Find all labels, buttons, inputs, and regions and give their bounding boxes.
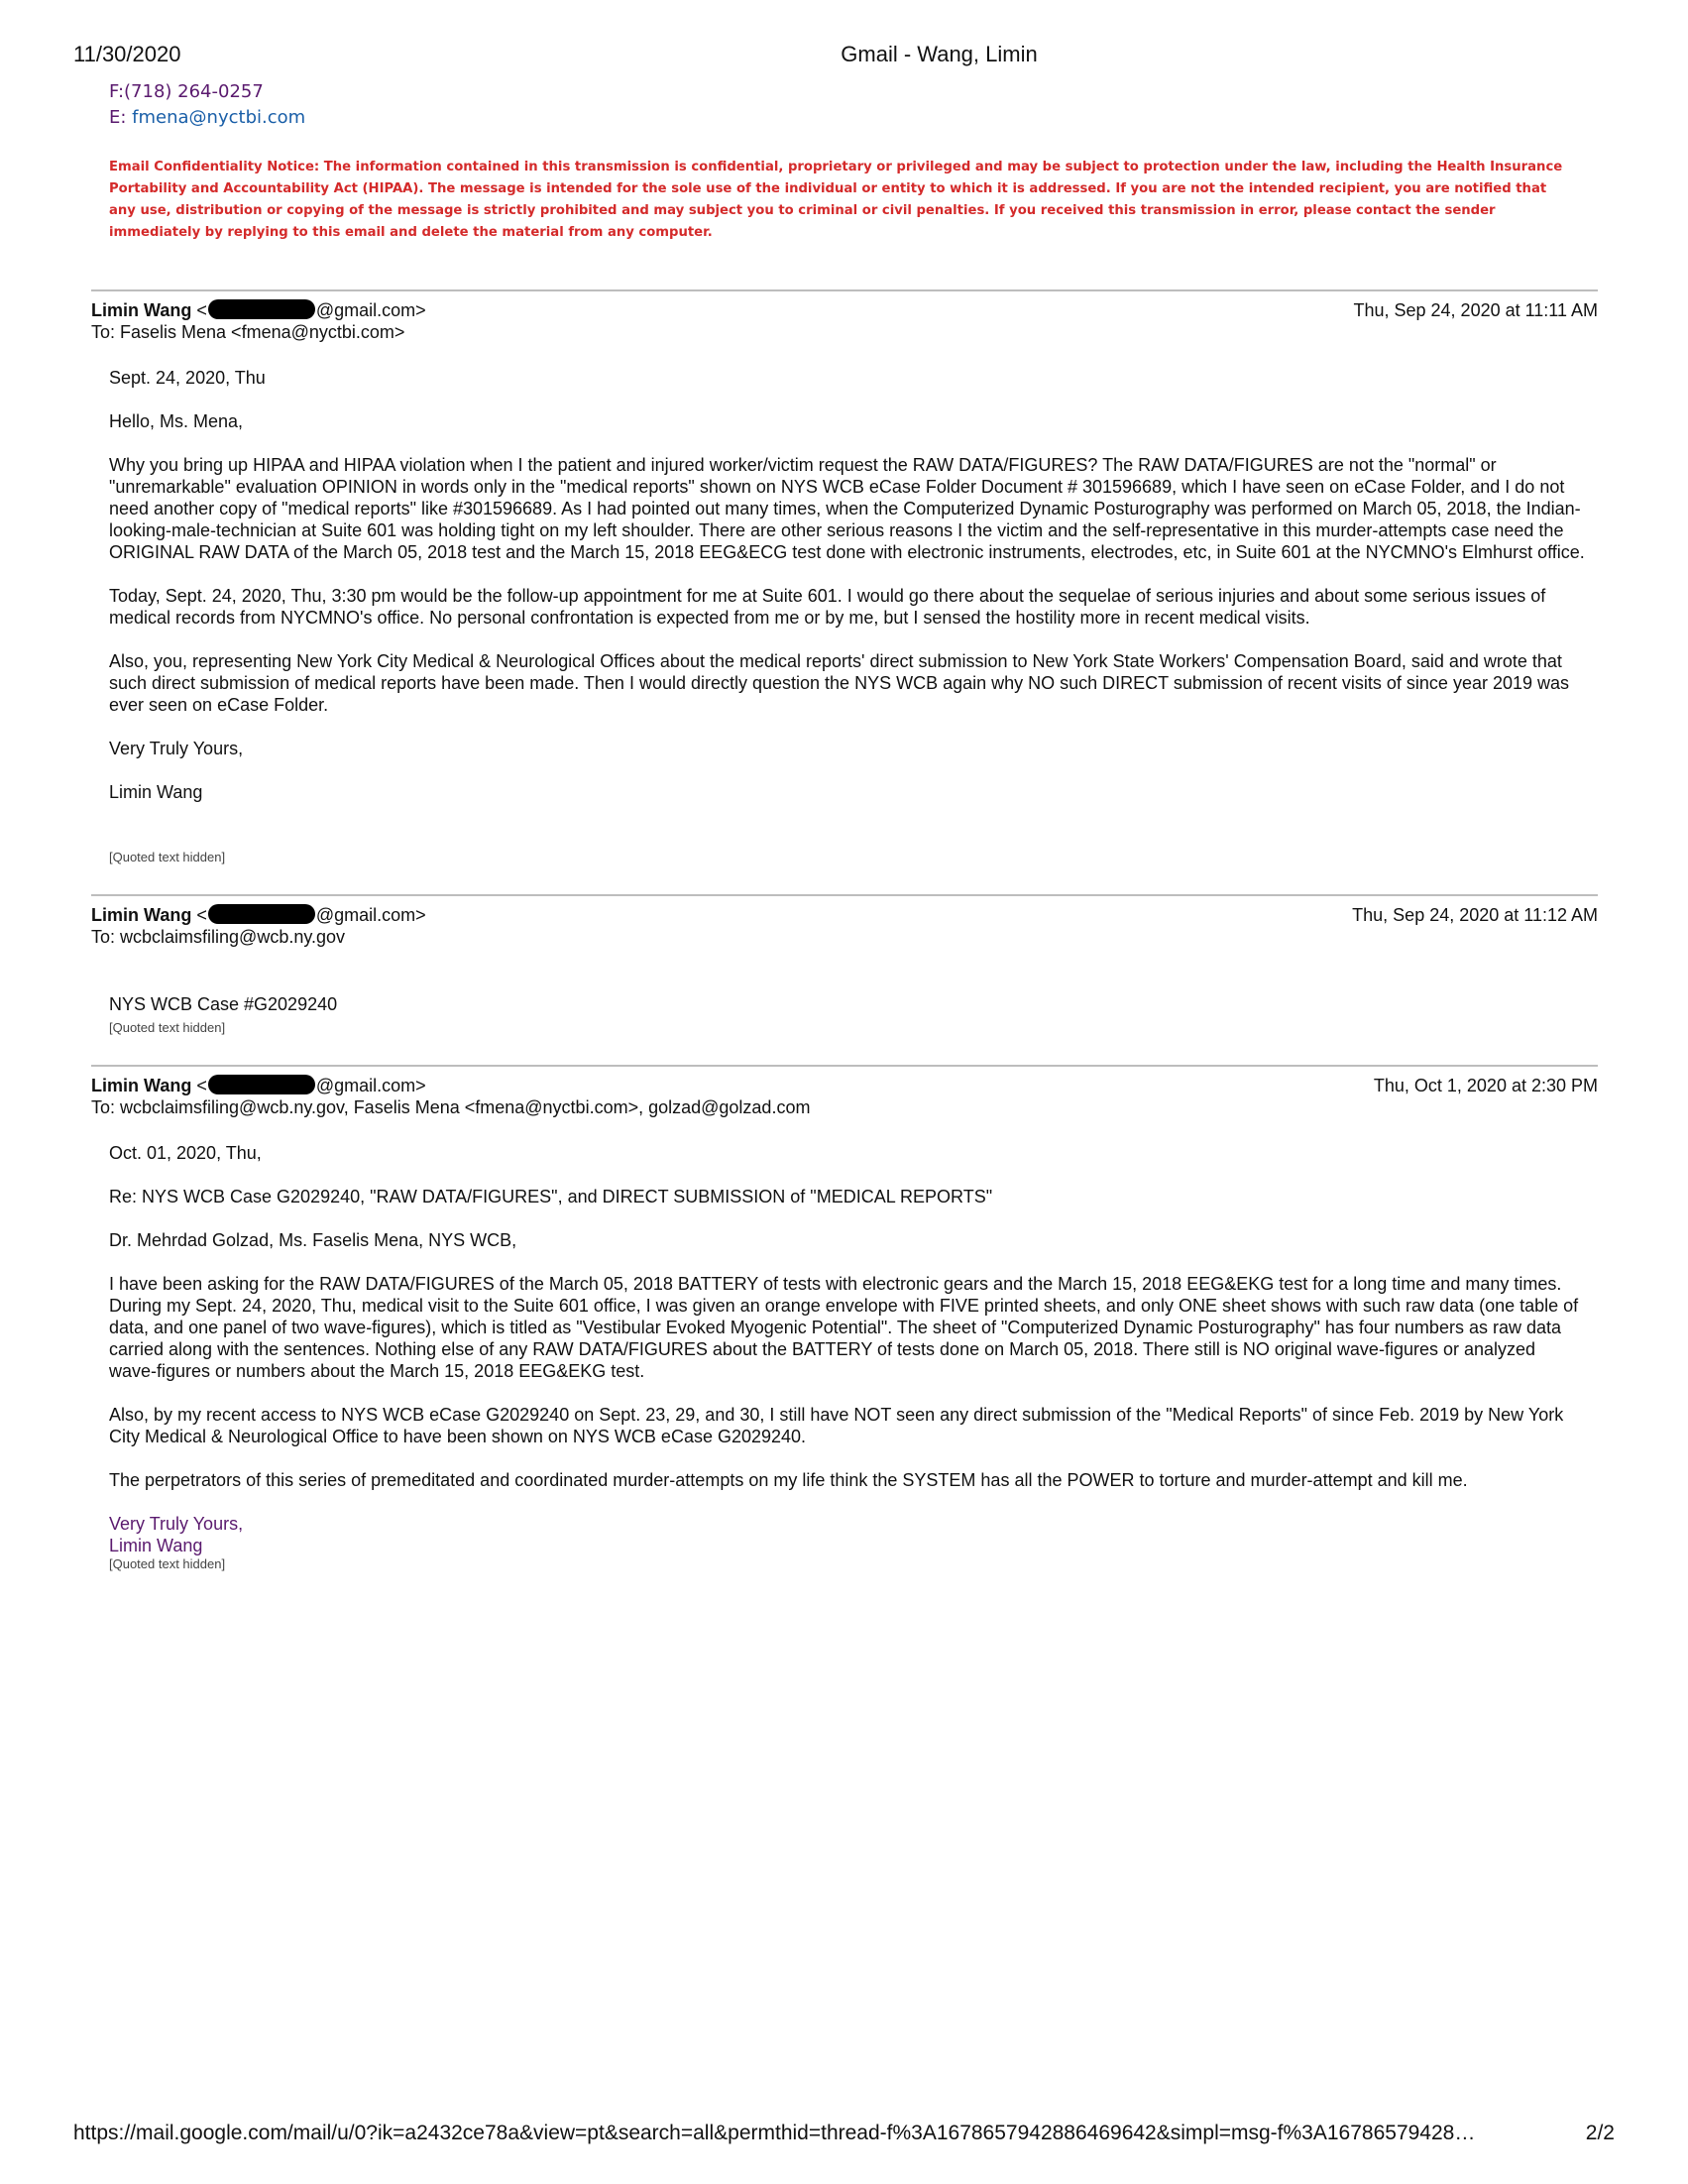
message-divider <box>91 1065 1598 1067</box>
body-paragraph: Dr. Mehrdad Golzad, Ms. Faselis Mena, NYS WCB, <box>109 1230 517 1250</box>
body-paragraph: I have been asking for the RAW DATA/FIGURES of the March 05, 2018 BATTERY of tests with electronic gears and the March 15, 2018 EEG&EKG test for a long time and many times. During my Sept. 24, 2020, Thu, medical visit to the Suite 601 office, I was given an orange envelope with FIVE printed sheets, and only ONE sheet shows with such raw data (one table of data, and one panel of two wave-figures), which is titled as "Vestibular Evoked Myogenic Potential". The sheet of "Computerized Dynamic Posturography" has four numbers as raw data carried along with the sentences. Nothing else of any RAW DATA/FIGURES about the BATTERY of tests done on March 05, 2018. There still is NO original wave-figures or analyzed wave-figures or numbers about the March 15, 2018 EEG&EKG test. <box>109 1274 1579 1381</box>
redaction-mark <box>208 1075 315 1094</box>
body-paragraph: Also, you, representing New York City Medical & Neurological Offices about the medical reports' direct submission to New York State Workers' Compensation Board, said and wrote that such direct submission of medical reports have been made. Then I would directly question the NYS WCB again why NO such DIRECT submission of recent visits of since year 2019 was ever seen on eCase Folder. <box>109 651 1570 715</box>
message-divider <box>91 894 1598 896</box>
body-paragraph: The perpetrators of this series of premeditated and coordinated murder-attempts on my life think the SYSTEM has all the POWER to torture and murder-attempt and kill me. <box>109 1470 1468 1490</box>
body-paragraph: Today, Sept. 24, 2020, Thu, 3:30 pm would be the follow-up appointment for me at Suite 601. I would go there about the sequelae of serious injuries and about some serious issues of medical records from NYCMNO's office. No personal confrontation is expected from me or by me, but I sensed the hostility more in recent medical visits. <box>109 586 1546 628</box>
print-date: 11/30/2020 <box>73 42 181 66</box>
sender-domain: @gmail.com> <box>315 1076 426 1095</box>
body-paragraph: Very Truly Yours, <box>109 739 244 758</box>
message-header <box>91 904 1598 948</box>
page-title: Gmail - Wang, Limin <box>841 42 1038 66</box>
sender-name: Limin Wang <box>91 300 192 320</box>
redaction-mark <box>208 299 315 319</box>
signature-email-line <box>109 107 305 128</box>
message-header <box>91 299 1598 343</box>
signature-fax: F:(718) 264-0257 <box>109 81 264 102</box>
signature-email-link[interactable]: fmena@nyctbi.com <box>132 107 306 128</box>
body-paragraph: Why you bring up HIPAA and HIPAA violation when I the patient and injured worker/victim request the RAW DATA/FIGURES? The RAW DATA/FIGURES are not the "normal" or "unremarkable" evaluation OPINION in words only in the "medical reports" shown on NYS WCB eCase Folder Document # 301596689, which I have seen on eCase Folder, and I do not need another copy of "medical reports" like #301596689. As I had pointed out many times, when the Computerized Dynamic Posturography was performed on March 05, 2018, the Indian-looking-male-technician at Suite 601 was holding tight on my left shoulder. There are other serious reasons I the victim and the self-representative in this murder-attempts case need the ORIGINAL RAW DATA of the March 05, 2018 test and the March 15, 2018 EEG&ECG test done with electronic instruments, electrodes, etc, in Suite 601 at the NYCMNO's Elmhurst office. <box>109 455 1585 562</box>
body-paragraph: Hello, Ms. Mena, <box>109 411 244 431</box>
body-paragraph: Oct. 01, 2020, Thu, <box>109 1143 262 1163</box>
signature-email-label: E: <box>109 107 133 128</box>
recipients: To: Faselis Mena <fmena@nyctbi.com> <box>91 322 405 342</box>
message-body <box>109 367 1586 803</box>
message-divider <box>91 289 1598 291</box>
redaction-mark <box>208 904 315 924</box>
message-date: Thu, Oct 1, 2020 at 2:30 PM <box>1373 1076 1598 1095</box>
body-paragraph: Re: NYS WCB Case G2029240, "RAW DATA/FIGURES", and DIRECT SUBMISSION of "MEDICAL REPORTS" <box>109 1187 993 1207</box>
message-date: Thu, Sep 24, 2020 at 11:11 AM <box>1353 300 1598 320</box>
message-body <box>109 993 1586 1015</box>
sender-open: < <box>191 905 207 925</box>
quoted-text-toggle[interactable]: [Quoted text hidden] <box>109 850 226 864</box>
body-paragraph: Limin Wang <box>109 782 203 802</box>
message-header <box>91 1075 1598 1118</box>
recipients: To: wcbclaimsfiling@wcb.ny.gov <box>91 927 346 947</box>
message-body <box>109 1142 1586 1556</box>
confidentiality-notice: Email Confidentiality Notice: The information contained in this transmission is confidential, proprietary or privileged and may be subject to protection under the law, including the Health Insurance Portability and Accountability Act (HIPAA). The message is intended for the sole use of the individual or entity to which it is addressed. If you are not the intended recipient, you are notified that any use, distribution or copying of the message is strictly prohibited and may subject you to criminal or civil penalties. If you received this transmission in error, please contact the sender immediately by replying to this email and delete the material from any computer. <box>109 160 1563 240</box>
sender-domain: @gmail.com> <box>315 905 426 925</box>
sender-domain: @gmail.com> <box>315 300 426 320</box>
body-paragraph: Also, by my recent access to NYS WCB eCase G2029240 on Sept. 23, 29, and 30, I still have NOT seen any direct submission of the "Medical Reports" of since Feb. 2019 by New York City Medical & Neurological Office to have been shown on NYS WCB eCase G2029240. <box>109 1405 1564 1446</box>
closing: Very Truly Yours, <box>109 1514 244 1534</box>
closing-name: Limin Wang <box>109 1536 203 1555</box>
body-paragraph: Sept. 24, 2020, Thu <box>109 368 266 388</box>
quoted-text-toggle[interactable]: [Quoted text hidden] <box>109 1556 226 1571</box>
message-date: Thu, Sep 24, 2020 at 11:12 AM <box>1352 905 1598 925</box>
recipients: To: wcbclaimsfiling@wcb.ny.gov, Faselis Mena <fmena@nyctbi.com>, golzad@golzad.com <box>91 1097 811 1117</box>
sender-open: < <box>191 1076 207 1095</box>
sender-name: Limin Wang <box>91 1076 192 1095</box>
body-paragraph: NYS WCB Case #G2029240 <box>109 994 338 1014</box>
quoted-text-toggle[interactable]: [Quoted text hidden] <box>109 1020 226 1035</box>
sender-open: < <box>191 300 207 320</box>
sender-name: Limin Wang <box>91 905 192 925</box>
footer-url: https://mail.google.com/mail/u/0?ik=a2432ce78a&view=pt&search=all&permthid=thread-f%3A1678657942886469642&simpl=msg-f%3A16786579428… <box>73 2122 1476 2144</box>
page-number: 2/2 <box>1585 2122 1615 2144</box>
